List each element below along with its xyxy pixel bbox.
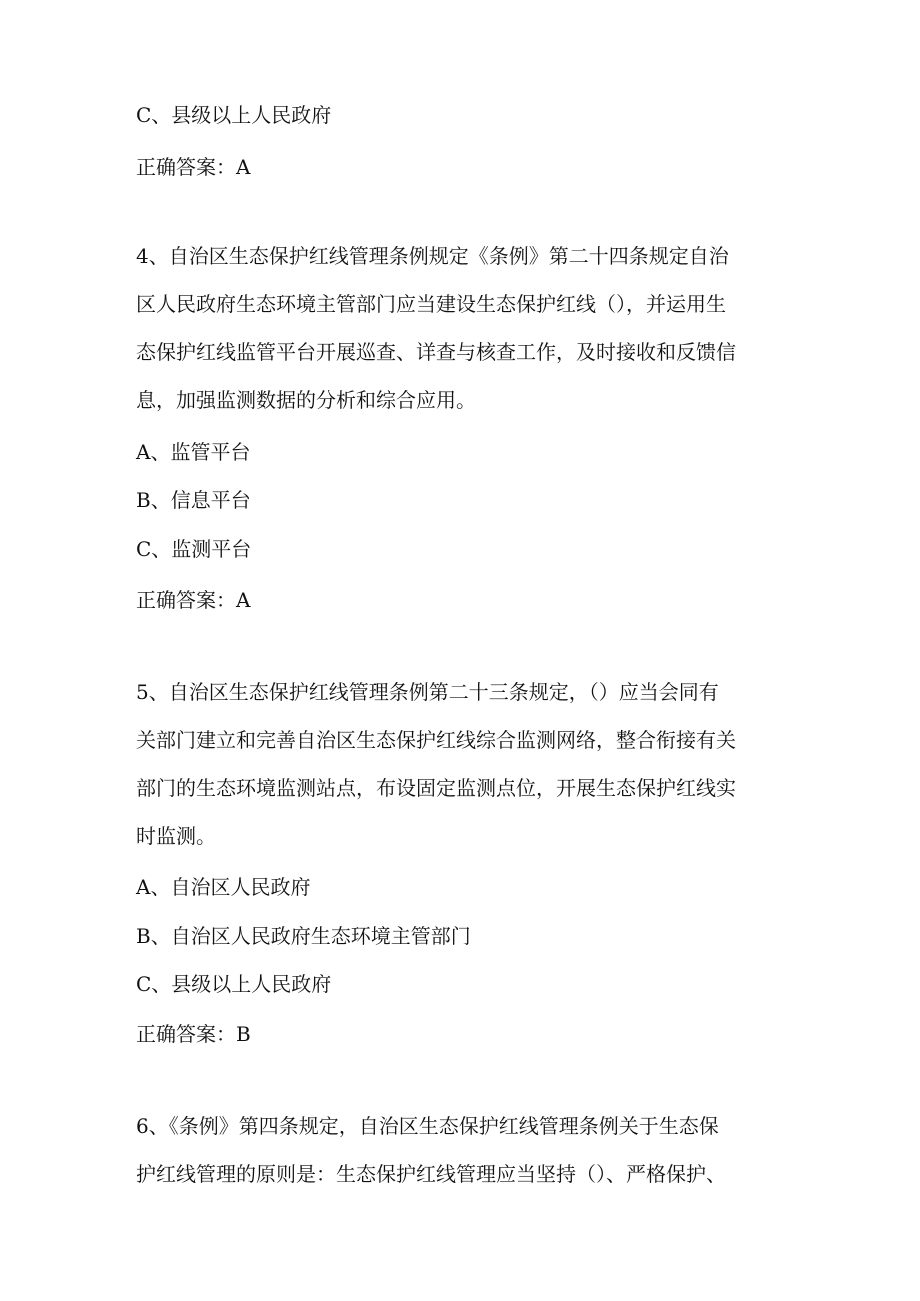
question-5-line-3: 部门的生态环境监测站点，布设固定监测点位，开展生态保护红线实 <box>136 776 736 800</box>
question-4-option-a: A、监管平台 <box>136 440 251 464</box>
prev-option-c: C、县级以上人民政府 <box>136 103 332 127</box>
prev-answer: 正确答案：A <box>136 155 251 179</box>
question-5-answer: 正确答案：B <box>136 1022 251 1046</box>
question-5-option-a: A、自治区人民政府 <box>136 875 311 899</box>
question-4-option-b: B、信息平台 <box>136 488 251 512</box>
question-4-option-c: C、监测平台 <box>136 537 252 561</box>
question-5-line-4: 时监测。 <box>136 824 216 848</box>
question-5-text <box>136 668 784 860</box>
question-4-line-1: 4、自治区生态保护红线管理条例规定《条例》第二十四条规定自治 <box>136 244 729 268</box>
question-6-line-2: 护红线管理的原则是：生态保护红线管理应当坚持（）、严格保护、 <box>136 1162 726 1186</box>
question-6-text <box>136 1102 784 1198</box>
question-6-line-1: 6、《条例》第四条规定，自治区生态保护红线管理条例关于生态保 <box>136 1114 719 1138</box>
question-5-option-c: C、县级以上人民政府 <box>136 972 332 996</box>
question-5-option-b: B、自治区人民政府生态环境主管部门 <box>136 924 471 948</box>
question-4-answer: 正确答案：A <box>136 588 251 612</box>
question-5-line-2: 关部门建立和完善自治区生态保护红线综合监测网络，整合衔接有关 <box>136 728 736 752</box>
question-4-line-4: 息，加强监测数据的分析和综合应用。 <box>136 388 476 412</box>
question-4-line-2: 区人民政府生态环境主管部门应当建设生态保护红线（），并运用生 <box>136 292 726 316</box>
question-4-text <box>136 232 784 424</box>
question-5-line-1: 5、自治区生态保护红线管理条例第二十三条规定，（）应当会同有 <box>136 680 719 704</box>
question-4-line-3: 态保护红线监管平台开展巡查、详查与核查工作，及时接收和反馈信 <box>136 340 736 364</box>
